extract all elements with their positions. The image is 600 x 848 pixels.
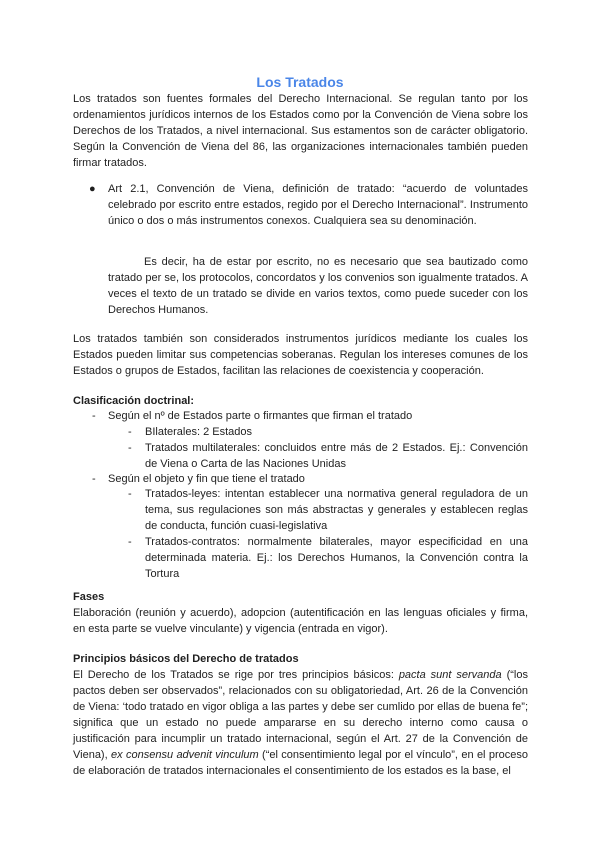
classification-laws: Tratados-leyes: intentan establecer una normativa general reguladora de un tema, sus regulaciones son más abstractas y generales y establecen reglas de conducta, función cuasi-legislativa [145, 488, 528, 532]
definition-bullet [89, 181, 528, 229]
phases-heading: Fases [73, 591, 105, 603]
principles-text-c: (“el consentimiento legal por el vínculo”, en el proceso de elaboración de tratados internacionales el consentimiento de los estados es la base, el [73, 749, 528, 777]
bullet-icon: ● [89, 183, 96, 195]
dash-icon: - [128, 442, 132, 454]
principles-paragraph [73, 667, 528, 779]
dash-icon: - [92, 410, 96, 422]
classification-bilateral: BIlaterales: 2 Estados [145, 426, 253, 438]
document-title: Los Tratados [256, 74, 344, 90]
principles-heading: Principios básicos del Derecho de tratados [73, 653, 299, 665]
principle-ex-consensu: ex consensu advenit vinculum [111, 749, 259, 761]
classification-group-number: Según el nº de Estados parte o firmantes que firman el tratado [108, 410, 413, 422]
instruments-paragraph: Los tratados también son considerados instrumentos jurídicos mediante los cuales los Estados pueden limitar sus competencias soberanas. Regulan los intereses comunes de los Estados o grupos de Estados, facilitan las relaciones de coexistencia y cooperación. [73, 333, 528, 377]
principles-text-b: (“los pactos deben ser observados”, relacionados con su obligatoriedad, Art. 26 de la Convención de Viena: ‘todo tratado en vigor obliga a las partes y debe ser cumlido por ellas de buena fe”; significa que un estado no puede ampararse en su derecho interno como causa o justificación para incumplir un tratado internacional, según el Art. 27 de la Convención de Viena), [73, 669, 528, 761]
classification-contracts: Tratados-contratos: normalmente bilaterales, mayor especificidad en una determinada materia. Ej.: los Derechos Humanos, la Convención contra la Tortura [145, 536, 528, 580]
classification-heading: Clasificación doctrinal: [73, 395, 195, 407]
principle-pacta-sunt-servanda: pacta sunt servanda [398, 669, 502, 681]
dash-icon: - [92, 473, 96, 485]
classification-multilateral: Tratados multilaterales: concluidos entre más de 2 Estados. Ej.: Convención de Viena o Carta de las Naciones Unidas [145, 442, 528, 470]
intro-paragraph: Los tratados son fuentes formales del Derecho Internacional. Se regulan tanto por los ordenamientos jurídicos internos de los Estados como por la Convención de Viena sobre los Derechos de los Tratados, a nivel internacional. Sus estamentos son de carácter obligatorio. Según la Convención de Viena del 86, las organizaciones internacionales también pueden firmar tratados. [73, 93, 528, 169]
phases-paragraph: Elaboración (reunión y acuerdo), adopcion (autentificación en las lenguas oficiales y firma, en esta parte se vuelve vinculante) y vigencia (entrada en vigor). [73, 607, 528, 635]
principles-text-a: El Derecho de los Tratados se rige por tres principios básicos: [73, 669, 399, 681]
dash-icon: - [128, 536, 132, 548]
dash-icon: - [128, 426, 132, 438]
definition-text: Art 2.1, Convención de Viena, definición de tratado: “acuerdo de voluntades celebrado por escrito entre estados, regido por el Derecho Internacional”. Instrumento único o dos o más instrumentos conexos. Cualquiera sea su denominación. [108, 183, 528, 227]
dash-icon: - [128, 488, 132, 500]
note-paragraph: Es decir, ha de estar por escrito, no es necesario que sea bautizado como tratado per se, los protocolos, concordatos y los convenios son igualmente tratados. A veces el texto de un tratado se divide en varios textos, como puede suceder con los Derechos Humanos. [108, 256, 528, 316]
classification-group-object: Según el objeto y fin que tiene el tratado [108, 473, 305, 485]
